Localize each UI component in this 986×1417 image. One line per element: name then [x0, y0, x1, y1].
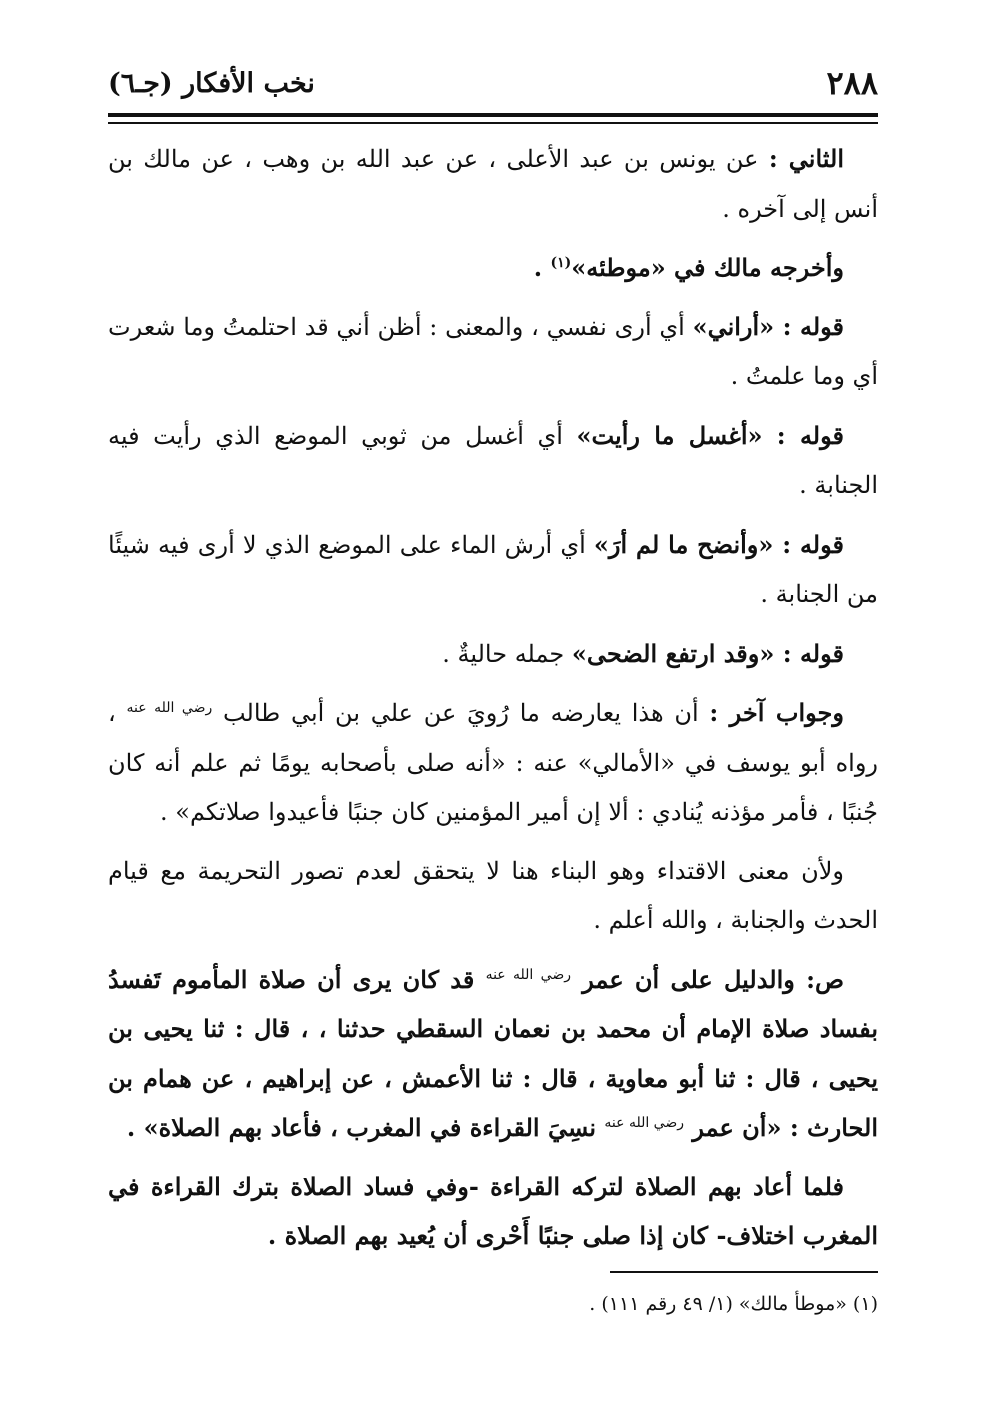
- footnote-separator: [610, 1271, 878, 1273]
- honorific-glyph: رضي الله عنه: [126, 700, 213, 716]
- header-rule-thick: [108, 113, 878, 117]
- page-header: [108, 64, 878, 112]
- paragraph-lead: وجواب آخر :: [709, 698, 844, 727]
- paragraph-text: أي أرش الماء على الموضع الذي لا أرى فيه شيئًا من الجنابة .: [108, 530, 878, 608]
- paragraph-text: ص: والدليل على أن عمر: [582, 964, 844, 994]
- paragraph-text-continued: ، رواه أبو يوسف في «الأمالي» عنه : «أنه صلى بأصحابه يومًا ثم علم أنه كان جُنبًا ، فأمر مؤذنه يُنادي : ألا إن أمير المؤمنين كان جنبًا فأعيدوا صلاتكم» .: [108, 699, 878, 826]
- paragraph-aghsil: [108, 411, 878, 511]
- paragraph-lead: قوله : «وقد ارتفع الضحى»: [571, 638, 844, 668]
- paragraph-tail: .: [533, 253, 551, 282]
- paragraph-another-answer: [108, 688, 878, 838]
- header-rule-thin: [108, 122, 878, 124]
- page-number: ٢٨٨: [826, 64, 878, 102]
- paragraph-lead: الثاني :: [768, 144, 844, 173]
- paragraph-second-chain: [108, 134, 878, 234]
- paragraph-iqtida: [108, 847, 878, 946]
- paragraph-text: أن هذا يعارضه ما رُويَ عن علي بن أبي طالب: [222, 699, 699, 727]
- paragraph-arani: [108, 302, 878, 402]
- paragraph-text: أي أرى نفسي ، والمعنى : أظن أني قد احتلمتُ وما شعرت أي وما علمتُ .: [108, 312, 878, 390]
- paragraph-text: ولأن معنى الاقتداء وهو البناء هنا لا يتحقق لعدم تصور التحريمة مع قيام الحدث والجنابة ، والله أعلم .: [108, 856, 878, 934]
- paragraph-anDah: [108, 520, 878, 620]
- paragraph-lead: قوله : «أغسل ما رأيت»: [576, 420, 844, 450]
- main-text: [108, 134, 878, 1270]
- paragraph-text: عن يونس بن عبد الأعلى ، عن عبد الله بن وهب ، عن مالك بن أنس إلى آخره .: [108, 145, 878, 223]
- paragraph-text: فلما أعاد بهم الصلاة لتركه القراءة -وفي فساد الصلاة بترك القراءة في المغرب اختلاف- كان إذا صلى جنبًا أَحْرى أن يُعيد بهم الصلاة .: [108, 1171, 878, 1250]
- paragraph-conclusion: [108, 1162, 878, 1261]
- paragraph-text: أي أغسل من ثوبي الموضع الذي رأيت فيه الجنابة .: [108, 421, 878, 499]
- paragraph-text: وأخرجه مالك في «موطئه»: [571, 253, 844, 282]
- running-title: نخب الأفكار (جـ٦): [108, 68, 315, 99]
- paragraph-duha: [108, 629, 878, 680]
- paragraph-text: جمله حاليةٌ .: [442, 639, 565, 668]
- paragraph-malik-source: [108, 243, 878, 293]
- paragraph-lead: قوله : «وأنضح ما لم أرَ»: [593, 529, 844, 559]
- paragraph-matn-umar: [108, 955, 878, 1153]
- paragraph-lead: قوله : «أراني»: [692, 311, 845, 341]
- paragraph-text-end: نسِيَ القراءة في المغرب ، فأعاد بهم الصلاة» .: [126, 1113, 597, 1142]
- honorific-glyph: رضي الله عنه: [485, 966, 571, 983]
- paragraph-text-continued: قد كان يرى أن صلاة المأموم تَفسدُ بفساد صلاة الإمام أن محمد بن نعمان السقطي حدثنا ، ، قال : ثنا يحيى بن يحيى ، قال : ثنا أبو معاوية ، قال : ثنا الأعمش ، عن إبراهيم ، عن همام بن الحارث : «أن عمر: [108, 964, 878, 1142]
- honorific-glyph: رضي الله عنه: [604, 1115, 685, 1131]
- footnote: (١) «موطأ مالك» (١/ ٤٩ رقم ١١١) .: [589, 1293, 878, 1315]
- footnote-reference: (١): [550, 255, 572, 271]
